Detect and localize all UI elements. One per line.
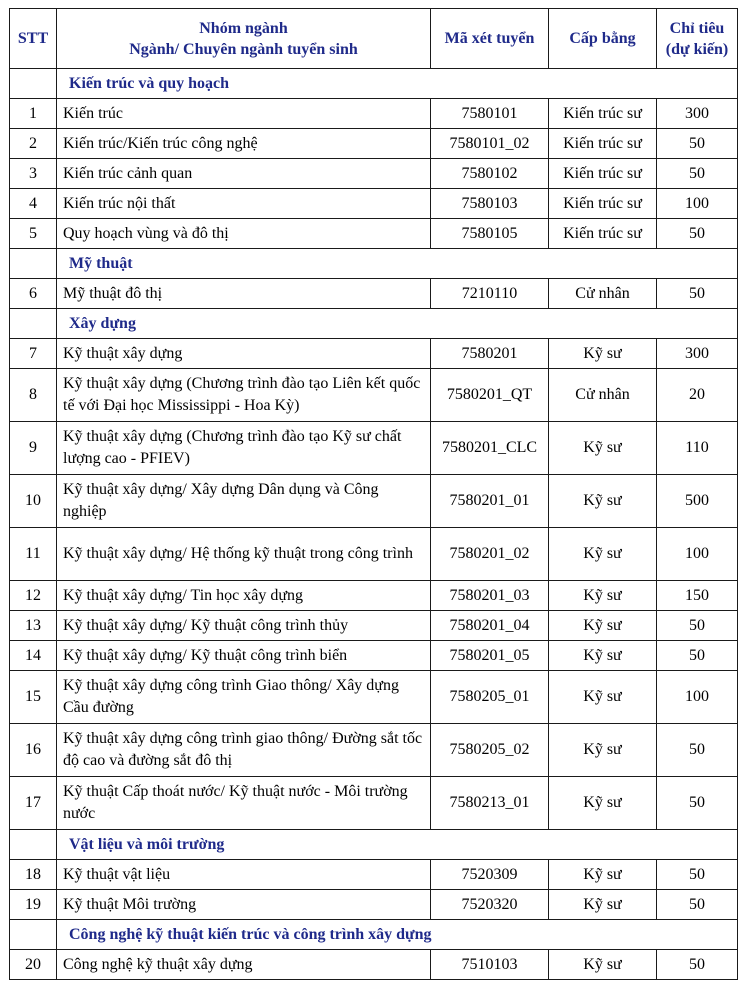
row-degree: Kỹ sư	[549, 890, 657, 920]
row-stt: 6	[10, 279, 57, 309]
row-major-name: Kỹ thuật xây dựng công trình giao thông/ Đường sắt tốc độ cao và đường sắt đô thị	[57, 724, 431, 777]
table-body	[10, 69, 738, 980]
row-stt: 4	[10, 189, 57, 219]
row-code: 7580201	[431, 339, 549, 369]
row-stt: 7	[10, 339, 57, 369]
row-code: 7580205_01	[431, 671, 549, 724]
row-code: 7580101	[431, 99, 549, 129]
group-row	[10, 69, 738, 99]
group-stt-empty	[10, 249, 57, 279]
row-major-name: Kỹ thuật xây dựng (Chương trình đào tạo Liên kết quốc tế với Đại học Mississippi - Hoa Kỳ)	[57, 369, 431, 422]
row-major-name: Kỹ thuật xây dựng (Chương trình đào tạo Kỹ sư chất lượng cao - PFIEV)	[57, 422, 431, 475]
row-quota: 50	[657, 159, 738, 189]
row-major-name: Kiến trúc cảnh quan	[57, 159, 431, 189]
table-row	[10, 129, 738, 159]
row-stt: 1	[10, 99, 57, 129]
row-degree: Kỹ sư	[549, 860, 657, 890]
row-code: 7580201_04	[431, 611, 549, 641]
group-row	[10, 309, 738, 339]
row-major-name: Kiến trúc nội thất	[57, 189, 431, 219]
row-code: 7580201_05	[431, 641, 549, 671]
header-quota-line1: Chỉ tiêu	[669, 19, 725, 37]
row-quota: 50	[657, 129, 738, 159]
header-quota	[657, 9, 738, 69]
row-degree: Kỹ sư	[549, 724, 657, 777]
row-quota: 50	[657, 890, 738, 920]
row-degree: Kỹ sư	[549, 581, 657, 611]
row-degree: Kiến trúc sư	[549, 129, 657, 159]
row-major-name: Công nghệ kỹ thuật xây dựng	[57, 950, 431, 980]
row-major-name: Kỹ thuật vật liệu	[57, 860, 431, 890]
row-quota: 500	[657, 475, 738, 528]
row-degree: Kỹ sư	[549, 777, 657, 830]
row-degree: Kỹ sư	[549, 422, 657, 475]
header-quota-line2: (dự kiến)	[665, 40, 729, 58]
row-major-name: Kỹ thuật xây dựng/ Hệ thống kỹ thuật trong công trình	[57, 528, 431, 581]
row-major-name: Kiến trúc	[57, 99, 431, 129]
row-degree: Kỹ sư	[549, 611, 657, 641]
row-degree: Kỹ sư	[549, 641, 657, 671]
admissions-table-container	[9, 8, 738, 980]
table-row	[10, 860, 738, 890]
header-major-line1: Nhóm ngành	[199, 19, 288, 37]
table-row	[10, 777, 738, 830]
row-degree: Kiến trúc sư	[549, 189, 657, 219]
row-major-name: Quy hoạch vùng và đô thị	[57, 219, 431, 249]
row-code: 7510103	[431, 950, 549, 980]
row-code: 7580201_01	[431, 475, 549, 528]
row-code: 7580213_01	[431, 777, 549, 830]
table-row	[10, 189, 738, 219]
row-code: 7580102	[431, 159, 549, 189]
row-quota: 150	[657, 581, 738, 611]
row-degree: Kiến trúc sư	[549, 159, 657, 189]
table-row	[10, 611, 738, 641]
table-row	[10, 890, 738, 920]
row-major-name: Kỹ thuật xây dựng/ Kỹ thuật công trình biển	[57, 641, 431, 671]
row-stt: 3	[10, 159, 57, 189]
row-major-name: Kỹ thuật xây dựng/ Xây dựng Dân dụng và Công nghiệp	[57, 475, 431, 528]
row-quota: 100	[657, 671, 738, 724]
row-stt: 8	[10, 369, 57, 422]
header-degree: Cấp bằng	[549, 9, 657, 69]
header-code: Mã xét tuyển	[431, 9, 549, 69]
row-degree: Kiến trúc sư	[549, 99, 657, 129]
row-stt: 18	[10, 860, 57, 890]
row-code: 7580201_CLC	[431, 422, 549, 475]
row-stt: 19	[10, 890, 57, 920]
row-stt: 16	[10, 724, 57, 777]
row-degree: Kỹ sư	[549, 528, 657, 581]
group-name: Mỹ thuật	[57, 249, 738, 279]
row-stt: 13	[10, 611, 57, 641]
row-quota: 50	[657, 611, 738, 641]
row-stt: 11	[10, 528, 57, 581]
row-code: 7580101_02	[431, 129, 549, 159]
row-stt: 5	[10, 219, 57, 249]
row-degree: Kỹ sư	[549, 950, 657, 980]
row-degree: Kỹ sư	[549, 671, 657, 724]
row-quota: 50	[657, 641, 738, 671]
group-stt-empty	[10, 69, 57, 99]
group-name: Kiến trúc và quy hoạch	[57, 69, 738, 99]
header-row	[10, 9, 738, 69]
group-stt-empty	[10, 309, 57, 339]
table-row	[10, 671, 738, 724]
header-stt: STT	[10, 9, 57, 69]
row-stt: 17	[10, 777, 57, 830]
group-row	[10, 830, 738, 860]
table-row	[10, 724, 738, 777]
table-row	[10, 422, 738, 475]
row-major-name: Kỹ thuật Môi trường	[57, 890, 431, 920]
row-stt: 12	[10, 581, 57, 611]
row-quota: 50	[657, 219, 738, 249]
table-row	[10, 528, 738, 581]
row-major-name: Kỹ thuật xây dựng công trình Giao thông/ Xây dựng Cầu đường	[57, 671, 431, 724]
admissions-table	[9, 8, 738, 980]
row-major-name: Kỹ thuật Cấp thoát nước/ Kỹ thuật nước - Môi trường nước	[57, 777, 431, 830]
table-row	[10, 950, 738, 980]
group-stt-empty	[10, 830, 57, 860]
row-degree: Cử nhân	[549, 279, 657, 309]
row-stt: 9	[10, 422, 57, 475]
table-row	[10, 475, 738, 528]
row-quota: 50	[657, 724, 738, 777]
row-degree: Kỹ sư	[549, 339, 657, 369]
row-quota: 100	[657, 189, 738, 219]
row-stt: 10	[10, 475, 57, 528]
row-code: 7210110	[431, 279, 549, 309]
row-quota: 300	[657, 99, 738, 129]
group-name: Công nghệ kỹ thuật kiến trúc và công trình xây dựng	[57, 920, 738, 950]
row-code: 7580103	[431, 189, 549, 219]
row-code: 7520320	[431, 890, 549, 920]
row-degree: Kiến trúc sư	[549, 219, 657, 249]
table-row	[10, 339, 738, 369]
row-code: 7580201_02	[431, 528, 549, 581]
row-major-name: Kiến trúc/Kiến trúc công nghệ	[57, 129, 431, 159]
row-major-name: Mỹ thuật đô thị	[57, 279, 431, 309]
row-degree: Cử nhân	[549, 369, 657, 422]
row-quota: 50	[657, 777, 738, 830]
row-code: 7580105	[431, 219, 549, 249]
group-name: Vật liệu và môi trường	[57, 830, 738, 860]
row-stt: 14	[10, 641, 57, 671]
group-stt-empty	[10, 920, 57, 950]
row-quota: 20	[657, 369, 738, 422]
table-row	[10, 279, 738, 309]
table-row	[10, 581, 738, 611]
row-quota: 300	[657, 339, 738, 369]
group-name: Xây dựng	[57, 309, 738, 339]
table-row	[10, 99, 738, 129]
row-degree: Kỹ sư	[549, 475, 657, 528]
row-stt: 20	[10, 950, 57, 980]
table-row	[10, 219, 738, 249]
row-quota: 50	[657, 950, 738, 980]
row-stt: 2	[10, 129, 57, 159]
group-row	[10, 920, 738, 950]
table-row	[10, 369, 738, 422]
row-major-name: Kỹ thuật xây dựng	[57, 339, 431, 369]
group-row	[10, 249, 738, 279]
table-row	[10, 641, 738, 671]
row-stt: 15	[10, 671, 57, 724]
row-quota: 50	[657, 860, 738, 890]
header-major	[57, 9, 431, 69]
row-code: 7580205_02	[431, 724, 549, 777]
row-quota: 100	[657, 528, 738, 581]
row-code: 7580201_03	[431, 581, 549, 611]
row-major-name: Kỹ thuật xây dựng/ Kỹ thuật công trình thủy	[57, 611, 431, 641]
row-quota: 50	[657, 279, 738, 309]
row-quota: 110	[657, 422, 738, 475]
row-code: 7580201_QT	[431, 369, 549, 422]
table-row	[10, 159, 738, 189]
row-code: 7520309	[431, 860, 549, 890]
row-major-name: Kỹ thuật xây dựng/ Tin học xây dựng	[57, 581, 431, 611]
header-major-line2: Ngành/ Chuyên ngành tuyển sinh	[129, 40, 358, 58]
